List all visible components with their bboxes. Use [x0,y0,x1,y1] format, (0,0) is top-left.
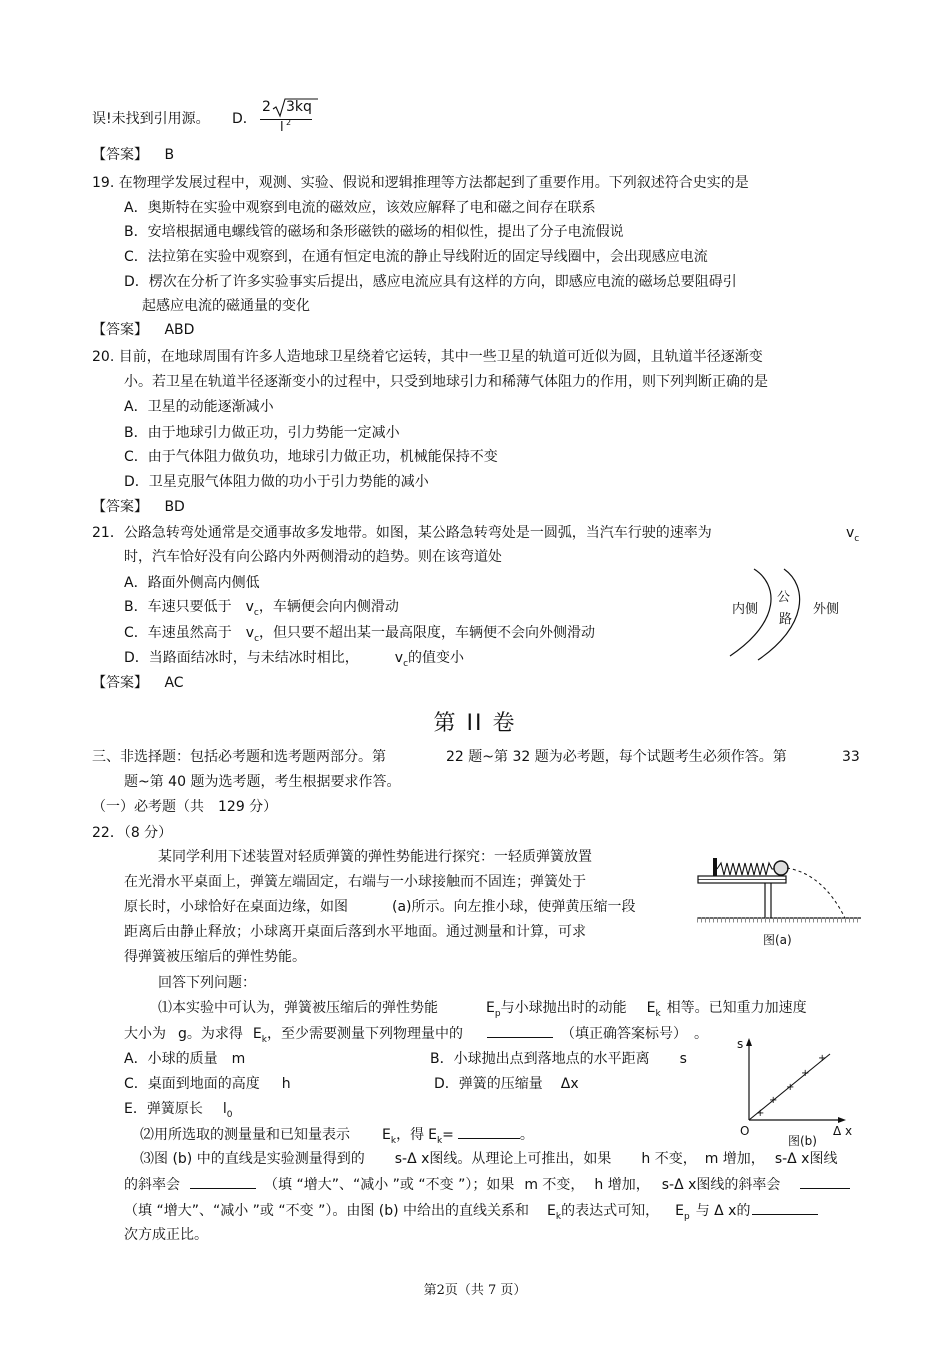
label-road-char2: 路 [779,612,793,627]
previous-text: 误!未找到引用源。 [92,111,210,127]
graph-axis-s-label: s [737,1037,744,1051]
label-inner-side: 内侧 [732,602,759,617]
q20-option-c: C．由于气体阻力做负功，地球引力做正功，机械能保持不变 [124,449,498,465]
part3-line1-a: 三、非选择题：包括必考题和选考题两部分。第 [92,749,386,765]
q20-stem-line1: 20. 目前，在地球周围有许多人造地球卫星绕着它运转，其中一些卫星的轨道可近似为圆，且轨道半径逐渐变 [92,349,763,365]
q21-answer [92,674,184,692]
q22-option-b: B．小球抛出点到落地点的水平距离 s [430,1051,687,1067]
q22-sub7-line: 次方成正比。 [124,1227,208,1243]
graph-axis-dx-label: Δ x [833,1124,853,1138]
part3-line1-c: 33 [842,749,860,765]
answer-blank-2[interactable] [458,1125,520,1139]
q19-option-a: A．奥斯特在实验中观察到电流的磁效应，该效应解释了电和磁之间存在联系 [124,200,596,216]
part3-line2: 题~第 40 题为选考题，考生根据要求作答。 [124,774,401,790]
q20-option-b: B．由于地球引力做正功，引力势能一定减小 [124,425,400,441]
fraction-root-content: 3kq [286,99,312,115]
svg-text:+: + [801,1068,810,1079]
q22-sub5-line: 的斜率会 （填 “增大”、“减小 ”或 “不变 ”）；如果 m 不变， h 增加， s-Δ x图线的斜率会 [124,1175,850,1194]
q22-option-d: D．弹簧的压缩量 Δx [434,1076,579,1092]
q22-para-line3b: (a)所示。向左推小球，使弹黄压缩一段 [392,899,636,915]
q22-option-e: E．弹簧原长 $l_0$ [124,1101,233,1120]
q20-answer [92,498,185,516]
q22-para-line1: 某同学利用下述装置对轻质弹簧的弹性势能进行探究：一轻质弹簧放置 [158,849,592,865]
q22-para-line6: 回答下列问题： [158,975,256,991]
page-footer: 第2页（共 7 页） [423,1283,527,1298]
svg-text:+: + [756,1108,765,1119]
answer-value: B [164,147,175,163]
label-road-char1: 公 [777,590,791,605]
q22-figure-b [730,1036,860,1150]
q22-sub3-line: ⑵用所选取的测量量和已知量表示 $E_k$，得 $E_k=$ 。 [140,1127,534,1146]
q21-option-d: D．当路面结冰时，与未结冰时相比， $v_c$的值变小 [124,650,465,669]
svg-text:+: + [769,1095,778,1106]
answer-blank-5[interactable] [752,1201,818,1215]
q22-para-line4: 距离后由静止释放；小球离开桌面后落到水平地面。通过测量和计算，可求 [124,924,586,940]
figure-a-caption: 图(a) [763,933,792,947]
q19-answer [92,321,194,339]
q21-option-b: B．车速只要低于 $v_c$，车辆便会向内侧滑动 [124,599,399,618]
q19-option-d-line1: D．楞次在分析了许多实验事实后提出，感应电流应具有这样的方向，即感应电流的磁场总要阻碍引 [124,274,737,290]
q22-para-line2: 在光滑水平桌面上，弹簧左端固定，右端与一小球接触而不固连；弹簧处于 [124,874,586,890]
q22-head: 22．（8 分） [92,825,173,841]
part3-subheading: （一）必考题（共 129 分） [92,799,278,815]
answer-blank-3[interactable] [190,1175,256,1189]
answer-label: 【答案】 [92,322,148,338]
label-outer-side: 外侧 [813,602,840,617]
q20-stem-line2: 小。若卫星在轨道半径逐渐变小的过程中，只受到地球引力和稀薄气体阻力的作用，则下列判断正确的是 [124,374,768,390]
q22-figure-a [695,852,865,952]
figure-b-caption: 图(b) [788,1134,817,1148]
q19-stem: 19. 在物理学发展过程中，观测、实验、假说和逻辑推理等方法都起到了重要作用。下列叙述符合史实的是 [92,175,749,191]
q21-stem-line1: 21．公路急转弯处通常是交通事故多发地带。如图，某公路急转弯处是一圆弧，当汽车行驶的速率为 [92,525,712,541]
part3-line1-b: 22 题~第 32 题为必考题，每个试题考生必须作答。第 [446,749,787,765]
answer-value: BD [164,499,185,515]
option-d-letter: D． [232,111,257,127]
q22-option-c: C．桌面到地面的高度 h [124,1076,291,1092]
answer-blank-1[interactable] [487,1024,553,1038]
q22-sub1-line: ⑴本实验中可认为，弹簧被压缩后的弹性势能 $E_p$与小球抛出时的动能 $E_k$ 相等。已知重力加速度 [158,1000,807,1019]
answer-blank-4[interactable] [800,1175,850,1189]
q20-option-d: D．卫星克服气体阻力做的功小于引力势能的减小 [124,474,429,490]
s-dx-graph-icon [730,1036,860,1126]
option-d-fraction [258,97,318,137]
answer-label: 【答案】 [92,499,148,515]
q21-stem-line2: 时，汽车恰好没有向公路内外两侧滑动的趋势。则在该弯道处 [124,549,502,565]
fraction-denominator-exp: 2 [286,118,292,127]
q19-option-c: C．法拉第在实验中观察到，在通有恒定电流的静止导线附近的固定导线圈中，会出现感应电流 [124,249,708,265]
q22-sub6-line: （填 “增大”、“减小 ”或 “不变 ”）。由图 (b) 中给出的直线关系和 $E_k$的表达式可知， $E_p$ 与 Δ x的 [124,1201,818,1226]
spring-table-apparatus-icon [695,852,865,934]
q20-option-a: A．卫星的动能逐渐减小 [124,399,274,415]
q21-option-a: A．路面外侧高内侧低 [124,575,260,591]
svg-text:+: + [818,1053,827,1064]
q19-option-d-line2: 起感应电流的磁通量的变化 [142,298,310,314]
q22-sub4-line: ⑶图 (b) 中的直线是实验测量得到的 s-Δ x图线。从理论上可推出，如果 h 不变， m 增加， s-Δ x图线 [140,1151,838,1167]
q22-para-line3a: 原长时，小球恰好在桌面边缘，如图 [124,899,348,915]
fraction-denominator: l [280,120,284,135]
answer-label: 【答案】 [92,675,148,691]
graph-origin-label: O [740,1124,750,1138]
answer-label: 【答案】 [92,147,148,163]
q22-option-a: A．小球的质量 m [124,1051,246,1067]
fraction-numerator-coef: 2 [262,99,271,115]
q21-option-c: C．车速虽然高于 $v_c$，但只要不超出某一最高限度，车辆便不会向外侧滑动 [124,625,596,644]
answer-value: ABD [164,322,195,338]
q21-stem-vc: $v_c$ [846,525,860,544]
q19-option-b: B．安培根据通电螺线管的磁场和条形磁铁的磁场的相似性，提出了分子电流假说 [124,224,624,240]
q22-sub2-line: 大小为 g。为求得 $E_k$，至少需要测量下列物理量中的 （填正确答案标号） 。 [124,1026,708,1045]
q22-para-line5: 得弹簧被压缩后的弹性势能。 [124,949,306,965]
svg-text:+: + [786,1082,795,1093]
q21-road-figure [728,566,848,666]
answer-line-18 [92,146,174,164]
answer-value: AC [164,675,184,691]
section-title: 第 II 卷 [433,711,517,736]
